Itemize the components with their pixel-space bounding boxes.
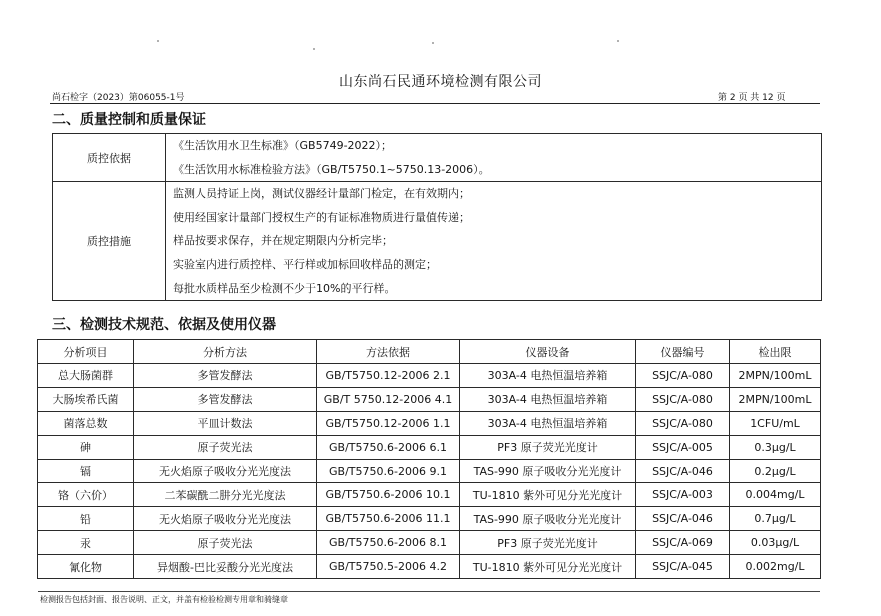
cell-detection-limit: 0.002mg/L: [730, 555, 821, 579]
cell-instrument-id: SSJC/A-045: [636, 555, 730, 579]
table-row: [38, 459, 821, 483]
col-header-standard: 方法依据: [317, 340, 460, 364]
qc-measure-line: 监测人员持证上岗，测试仪器经计量部门检定，在有效期内；: [173, 187, 470, 201]
qc-measure-line: 每批水质样品至少检测不少于10%的平行样。: [173, 281, 396, 295]
table-row: [38, 411, 821, 435]
scan-speck: [313, 48, 315, 50]
cell-instrument: TAS-990 原子吸收分光光度计: [460, 507, 636, 531]
cell-item: 镉: [38, 459, 134, 483]
scan-speck: [617, 40, 619, 42]
cell-detection-limit: 0.7μg/L: [730, 507, 821, 531]
cell-method: 原子荧光法: [134, 435, 317, 459]
qc-label-basis: 质控依据: [53, 134, 166, 182]
cell-instrument-id: SSJC/A-080: [636, 387, 730, 411]
cell-instrument-id: SSJC/A-069: [636, 531, 730, 555]
cell-detection-limit: 2MPN/100mL: [730, 387, 821, 411]
cell-item: 氰化物: [38, 555, 134, 579]
qc-basis-line: 《生活饮用水标准检验方法》（GB/T5750.1~5750.13-2006）。: [173, 162, 490, 176]
document-number: 尚石检字（2023）第06055-1号: [52, 93, 185, 103]
cell-instrument-id: SSJC/A-005: [636, 435, 730, 459]
methods-table: [37, 339, 821, 579]
cell-standard: GB/T5750.5-2006 4.2: [317, 555, 460, 579]
table-row: [38, 435, 821, 459]
cell-item: 铬（六价）: [38, 483, 134, 507]
qc-row-basis: [53, 134, 822, 182]
cell-method: 多管发酵法: [134, 364, 317, 388]
methods-table-body: [38, 364, 821, 579]
cell-instrument: 303A-4 电热恒温培养箱: [460, 364, 636, 388]
scan-speck: [432, 42, 434, 44]
cell-detection-limit: 1CFU/mL: [730, 411, 821, 435]
cell-instrument-id: SSJC/A-046: [636, 507, 730, 531]
cell-item: 汞: [38, 531, 134, 555]
cell-standard: GB/T5750.12-2006 1.1: [317, 411, 460, 435]
col-header-item: 分析项目: [38, 340, 134, 364]
cell-standard: GB/T5750.6-2006 8.1: [317, 531, 460, 555]
cell-instrument: TU-1810 紫外可见分光光度计: [460, 555, 636, 579]
cell-instrument: PF3 原子荧光光度计: [460, 435, 636, 459]
section-title-methods: 三、检测技术规范、依据及使用仪器: [52, 317, 276, 333]
cell-instrument-id: SSJC/A-003: [636, 483, 730, 507]
qc-measure-line: 样品按要求保存，并在规定期限内分析完毕；: [173, 234, 393, 248]
cell-item: 大肠埃希氏菌: [38, 387, 134, 411]
cell-method: 二苯碳酰二肼分光光度法: [134, 483, 317, 507]
qc-measure-line: 使用经国家计量部门授权生产的有证标准物质进行量值传递；: [173, 210, 470, 224]
cell-detection-limit: 0.03μg/L: [730, 531, 821, 555]
col-header-detection-limit: 检出限: [730, 340, 821, 364]
cell-method: 平皿计数法: [134, 411, 317, 435]
col-header-instrument-id: 仪器编号: [636, 340, 730, 364]
qc-content-basis: [166, 134, 822, 182]
table-row: [38, 387, 821, 411]
cell-method: 异烟酸-巴比妥酸分光光度法: [134, 555, 317, 579]
cell-standard: GB/T5750.12-2006 2.1: [317, 364, 460, 388]
cell-standard: GB/T5750.6-2006 11.1: [317, 507, 460, 531]
cell-instrument-id: SSJC/A-080: [636, 411, 730, 435]
footer-note: 检测报告包括封面、报告说明、正文，并盖有检验检测专用章和骑缝章: [40, 595, 288, 604]
page-info: 第 2 页 共 12 页: [718, 93, 786, 103]
company-name: 山东尚石民通环境检测有限公司: [339, 74, 542, 90]
cell-item: 总大肠菌群: [38, 364, 134, 388]
quality-control-table: [52, 133, 822, 301]
methods-header-row: [38, 340, 821, 364]
cell-detection-limit: 2MPN/100mL: [730, 364, 821, 388]
footer-rule: [38, 591, 820, 592]
cell-method: 无火焰原子吸收分光光度法: [134, 459, 317, 483]
cell-instrument-id: SSJC/A-080: [636, 364, 730, 388]
cell-standard: GB/T5750.6-2006 6.1: [317, 435, 460, 459]
cell-instrument: 303A-4 电热恒温培养箱: [460, 387, 636, 411]
cell-instrument: 303A-4 电热恒温培养箱: [460, 411, 636, 435]
scan-speck: [157, 40, 159, 42]
table-row: [38, 483, 821, 507]
cell-item: 砷: [38, 435, 134, 459]
cell-instrument: TU-1810 紫外可见分光光度计: [460, 483, 636, 507]
qc-label-measures: 质控措施: [53, 182, 166, 301]
cell-standard: GB/T 5750.12-2006 4.1: [317, 387, 460, 411]
col-header-instrument: 仪器设备: [460, 340, 636, 364]
cell-instrument-id: SSJC/A-046: [636, 459, 730, 483]
col-header-method: 分析方法: [134, 340, 317, 364]
cell-item: 铅: [38, 507, 134, 531]
qc-row-measures: [53, 182, 822, 301]
section-title-quality-control: 二、质量控制和质量保证: [52, 112, 206, 128]
table-row: [38, 364, 821, 388]
qc-content-measures: [166, 182, 822, 301]
qc-measure-line: 实验室内进行质控样、平行样或加标回收样品的测定；: [173, 257, 437, 271]
cell-method: 多管发酵法: [134, 387, 317, 411]
cell-detection-limit: 0.2μg/L: [730, 459, 821, 483]
cell-detection-limit: 0.004mg/L: [730, 483, 821, 507]
cell-method: 原子荧光法: [134, 531, 317, 555]
qc-basis-line: 《生活饮用水卫生标准》（GB5749-2022）；: [173, 139, 393, 152]
cell-standard: GB/T5750.6-2006 10.1: [317, 483, 460, 507]
header-rule: [50, 103, 820, 104]
cell-standard: GB/T5750.6-2006 9.1: [317, 459, 460, 483]
cell-instrument: PF3 原子荧光光度计: [460, 531, 636, 555]
cell-detection-limit: 0.3μg/L: [730, 435, 821, 459]
table-row: [38, 555, 821, 579]
table-row: [38, 531, 821, 555]
cell-instrument: TAS-990 原子吸收分光光度计: [460, 459, 636, 483]
cell-item: 菌落总数: [38, 411, 134, 435]
cell-method: 无火焰原子吸收分光光度法: [134, 507, 317, 531]
table-row: [38, 507, 821, 531]
